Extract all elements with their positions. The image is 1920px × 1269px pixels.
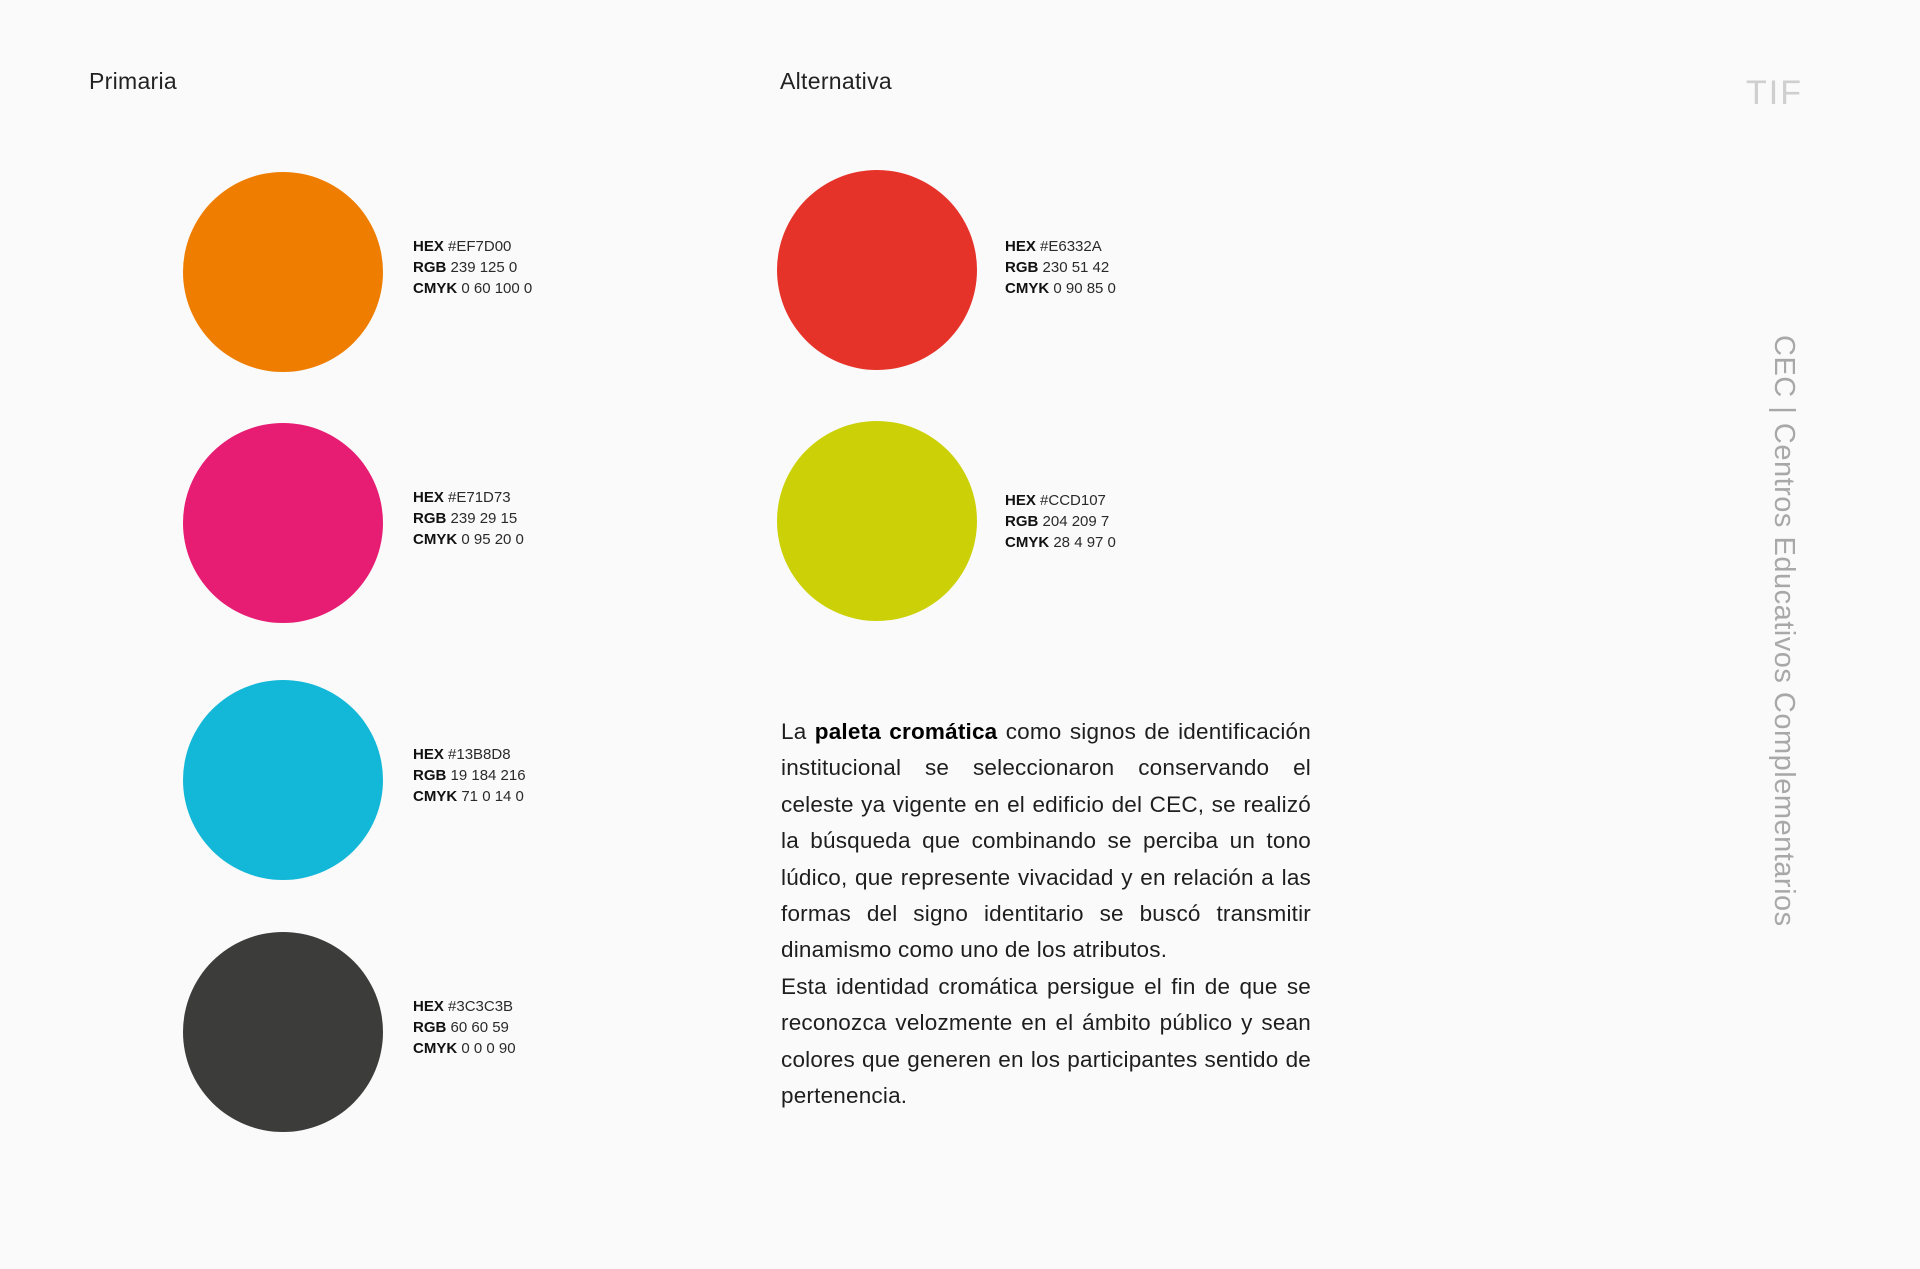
hex-value: #13B8D8 (448, 746, 511, 763)
color-circle (183, 932, 383, 1132)
alternative-palette-heading: Alternativa (780, 68, 892, 94)
color-specs (413, 744, 613, 807)
color-specs (1005, 236, 1205, 299)
color-specs (413, 996, 613, 1059)
rgb-label: RGB (413, 1019, 447, 1036)
hex-value: #EF7D00 (448, 238, 512, 255)
cmyk-line (413, 529, 613, 550)
hex-label: HEX (413, 489, 444, 506)
primary-palette-heading: Primaria (89, 68, 178, 94)
hex-value: #3C3C3B (448, 998, 514, 1015)
hex-value: #E6332A (1040, 238, 1102, 255)
color-circle (183, 680, 383, 880)
rgb-value: 19 184 216 (450, 767, 526, 784)
cmyk-line (413, 1038, 613, 1059)
cmyk-label: CMYK (413, 531, 458, 548)
color-circle (777, 170, 977, 370)
description-paragraph-2: Esta identidad cromática persigue el fin de que se reconozca velozmente en el ámbito público y sean colores que generen en los participantes sentido de pertenencia. (781, 973, 1311, 1109)
cmyk-label: CMYK (413, 1040, 458, 1057)
color-circle (183, 172, 383, 372)
cmyk-value: 71 0 14 0 (461, 788, 524, 805)
brand-mark: TIF (1746, 74, 1803, 112)
cmyk-value: 28 4 97 0 (1053, 534, 1116, 551)
rgb-value: 60 60 59 (450, 1019, 509, 1036)
rgb-line (1005, 511, 1205, 532)
cmyk-line (413, 278, 613, 299)
color-circle (183, 423, 383, 623)
cmyk-line (413, 786, 613, 807)
rgb-value: 230 51 42 (1042, 259, 1110, 276)
rgb-label: RGB (1005, 259, 1039, 276)
rgb-line (413, 765, 613, 786)
color-circle (777, 421, 977, 621)
palette-description (781, 714, 1311, 1114)
rgb-value: 239 125 0 (450, 259, 518, 276)
rgb-value: 204 209 7 (1042, 513, 1110, 530)
rgb-label: RGB (1005, 513, 1039, 530)
description-paragraph-1-text: como signos de identificación institucional se seleccionaron conservando el celeste ya vigente en el edificio del CEC, se realizó la búsqueda que combinando se perciba un tono lúdico, que represente vivacidad y en relación a las formas del signo identitario se buscó transmitir dinamismo como uno de los atributos. (781, 719, 1311, 963)
description-emphasis: paleta cromática (814, 719, 998, 744)
rgb-label: RGB (413, 259, 447, 276)
hex-label: HEX (1005, 238, 1036, 255)
color-specs (1005, 490, 1205, 553)
rgb-line (1005, 257, 1205, 278)
cmyk-value: 0 0 0 90 (461, 1040, 516, 1057)
rgb-line (413, 508, 613, 529)
hex-line (413, 744, 613, 765)
hex-label: HEX (413, 998, 444, 1015)
cmyk-value: 0 60 100 0 (461, 280, 533, 297)
cmyk-value: 0 95 20 0 (461, 531, 524, 548)
hex-line (413, 487, 613, 508)
rgb-value: 239 29 15 (450, 510, 518, 527)
rgb-label: RGB (413, 767, 447, 784)
hex-label: HEX (1005, 492, 1036, 509)
rgb-label: RGB (413, 510, 447, 527)
cmyk-label: CMYK (1005, 280, 1050, 297)
hex-line (1005, 236, 1205, 257)
hex-value: #E71D73 (448, 489, 511, 506)
hex-line (1005, 490, 1205, 511)
cmyk-label: CMYK (413, 788, 458, 805)
cmyk-label: CMYK (413, 280, 458, 297)
rgb-line (413, 1017, 613, 1038)
description-lead: La (781, 719, 815, 744)
rgb-line (413, 257, 613, 278)
hex-label: HEX (413, 238, 444, 255)
hex-label: HEX (413, 746, 444, 763)
description-paragraph-1 (781, 714, 1311, 969)
hex-value: #CCD107 (1040, 492, 1106, 509)
cmyk-value: 0 90 85 0 (1053, 280, 1116, 297)
cmyk-line (1005, 532, 1205, 553)
color-specs (413, 236, 613, 299)
vertical-tagline: CEC | Centros Educativos Complementarios (1768, 335, 1800, 927)
hex-line (413, 236, 613, 257)
cmyk-label: CMYK (1005, 534, 1050, 551)
color-specs (413, 487, 613, 550)
cmyk-line (1005, 278, 1205, 299)
hex-line (413, 996, 613, 1017)
